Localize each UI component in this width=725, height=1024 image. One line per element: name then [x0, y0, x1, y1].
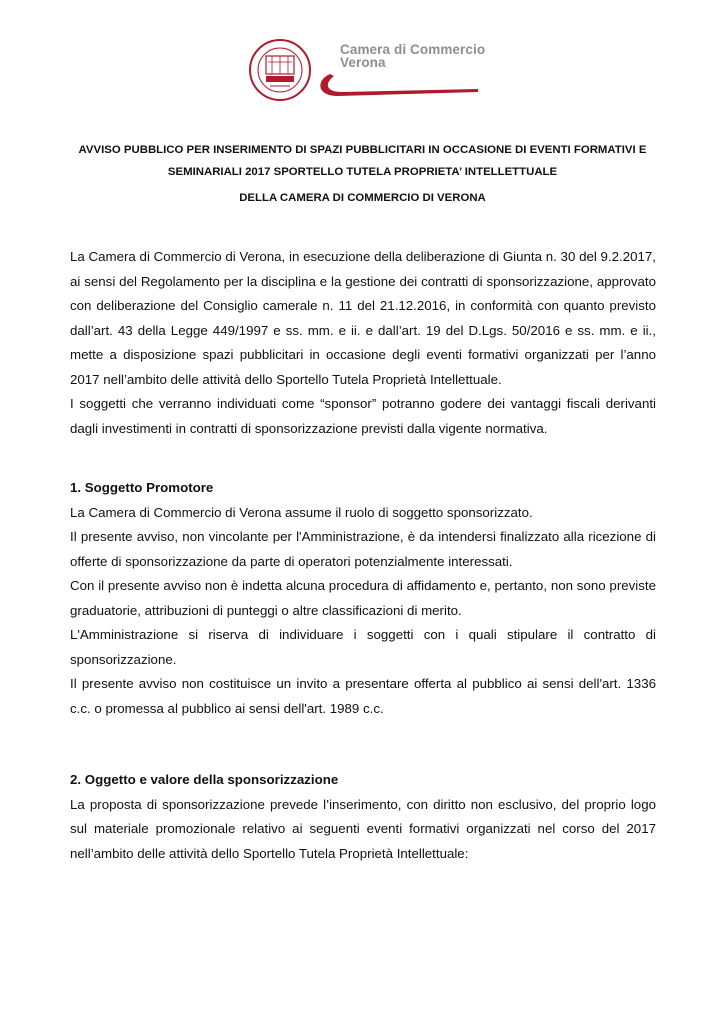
header-logo	[248, 38, 488, 104]
title-line-2: SEMINARIALI 2017 SPORTELLO TUTELA PROPRIETA’ INTELLETTUALE	[167, 166, 558, 178]
document-title	[60, 139, 665, 183]
section-1-paragraph-2: Il presente avviso, non vincolante per l'Amministrazione, è da intendersi finalizzato alla ricezione di offerte di sponsorizzazione da parte di operatori potenzialmente interessati.	[70, 529, 656, 569]
section-2	[70, 768, 656, 866]
brand-city: Verona	[340, 55, 386, 70]
document-subtitle: DELLA CAMERA DI COMMERCIO DI VERONA	[239, 192, 486, 204]
chamber-seal-icon	[248, 38, 312, 102]
section-1-paragraph-3: Con il presente avviso non è indetta alcuna procedura di affidamento e, pertanto, non sono previste graduatorie, attribuzioni di punteggi o altre classificazioni di merito.	[70, 578, 656, 618]
intro-paragraph-1: La Camera di Commercio di Verona, in esecuzione della deliberazione di Giunta n. 30 del 9.2.2017, ai sensi del Regolamento per la disciplina e la gestione dei contratti di sponsorizzazione, approvato con deliberazione del Consiglio camerale n. 11 del 21.12.2016, in conformità con quanto previsto dall’art. 43 della Legge 449/1997 e ss. mm. e ii. e dall’art. 19 del D.Lgs. 50/2016 e ss. mm. e ii., mette a disposizione spazi pubblicitari in occasione degli eventi formativi organizzati per l’anno 2017 nell’ambito delle attività dello Sportello Tutela Proprietà Intellettuale.	[70, 249, 656, 387]
intro-section	[70, 245, 656, 441]
brand-name: Camera di Commercio	[340, 42, 486, 57]
section-1-paragraph-4: L'Amministrazione si riserva di individuare i soggetti con i quali stipulare il contratto di sponsorizzazione.	[70, 627, 656, 667]
section-2-heading: 2. Oggetto e valore della sponsorizzazione	[70, 772, 339, 787]
title-line-1: AVVISO PUBBLICO PER INSERIMENTO DI SPAZI PUBBLICITARI IN OCCASIONE DI EVENTI FORMATIVI E	[78, 144, 647, 156]
brand-swoosh-icon	[308, 56, 488, 100]
section-1	[70, 476, 656, 721]
section-1-paragraph-1: La Camera di Commercio di Verona assume il ruolo di soggetto sponsorizzato.	[70, 504, 533, 520]
section-1-heading: 1. Soggetto Promotore	[70, 480, 214, 495]
section-1-paragraph-5: Il presente avviso non costituisce un invito a presentare offerta al pubblico ai sensi dell'art. 1336 c.c. o promessa al pubblico ai sensi dell'art. 1989 c.c.	[70, 676, 656, 716]
intro-paragraph-2: I soggetti che verranno individuati come “sponsor” potranno godere dei vantaggi fiscali derivanti dagli investimenti in contratti di sponsorizzazione previsti dalla vigente normativa.	[70, 396, 656, 436]
section-2-paragraph-1: La proposta di sponsorizzazione prevede l’inserimento, con diritto non esclusivo, del proprio logo sul materiale promozionale relativo ai seguenti eventi formativi organizzati nel corso del 2017 nell’ambito delle attività dello Sportello Tutela Proprietà Intellettuale:	[70, 796, 656, 861]
